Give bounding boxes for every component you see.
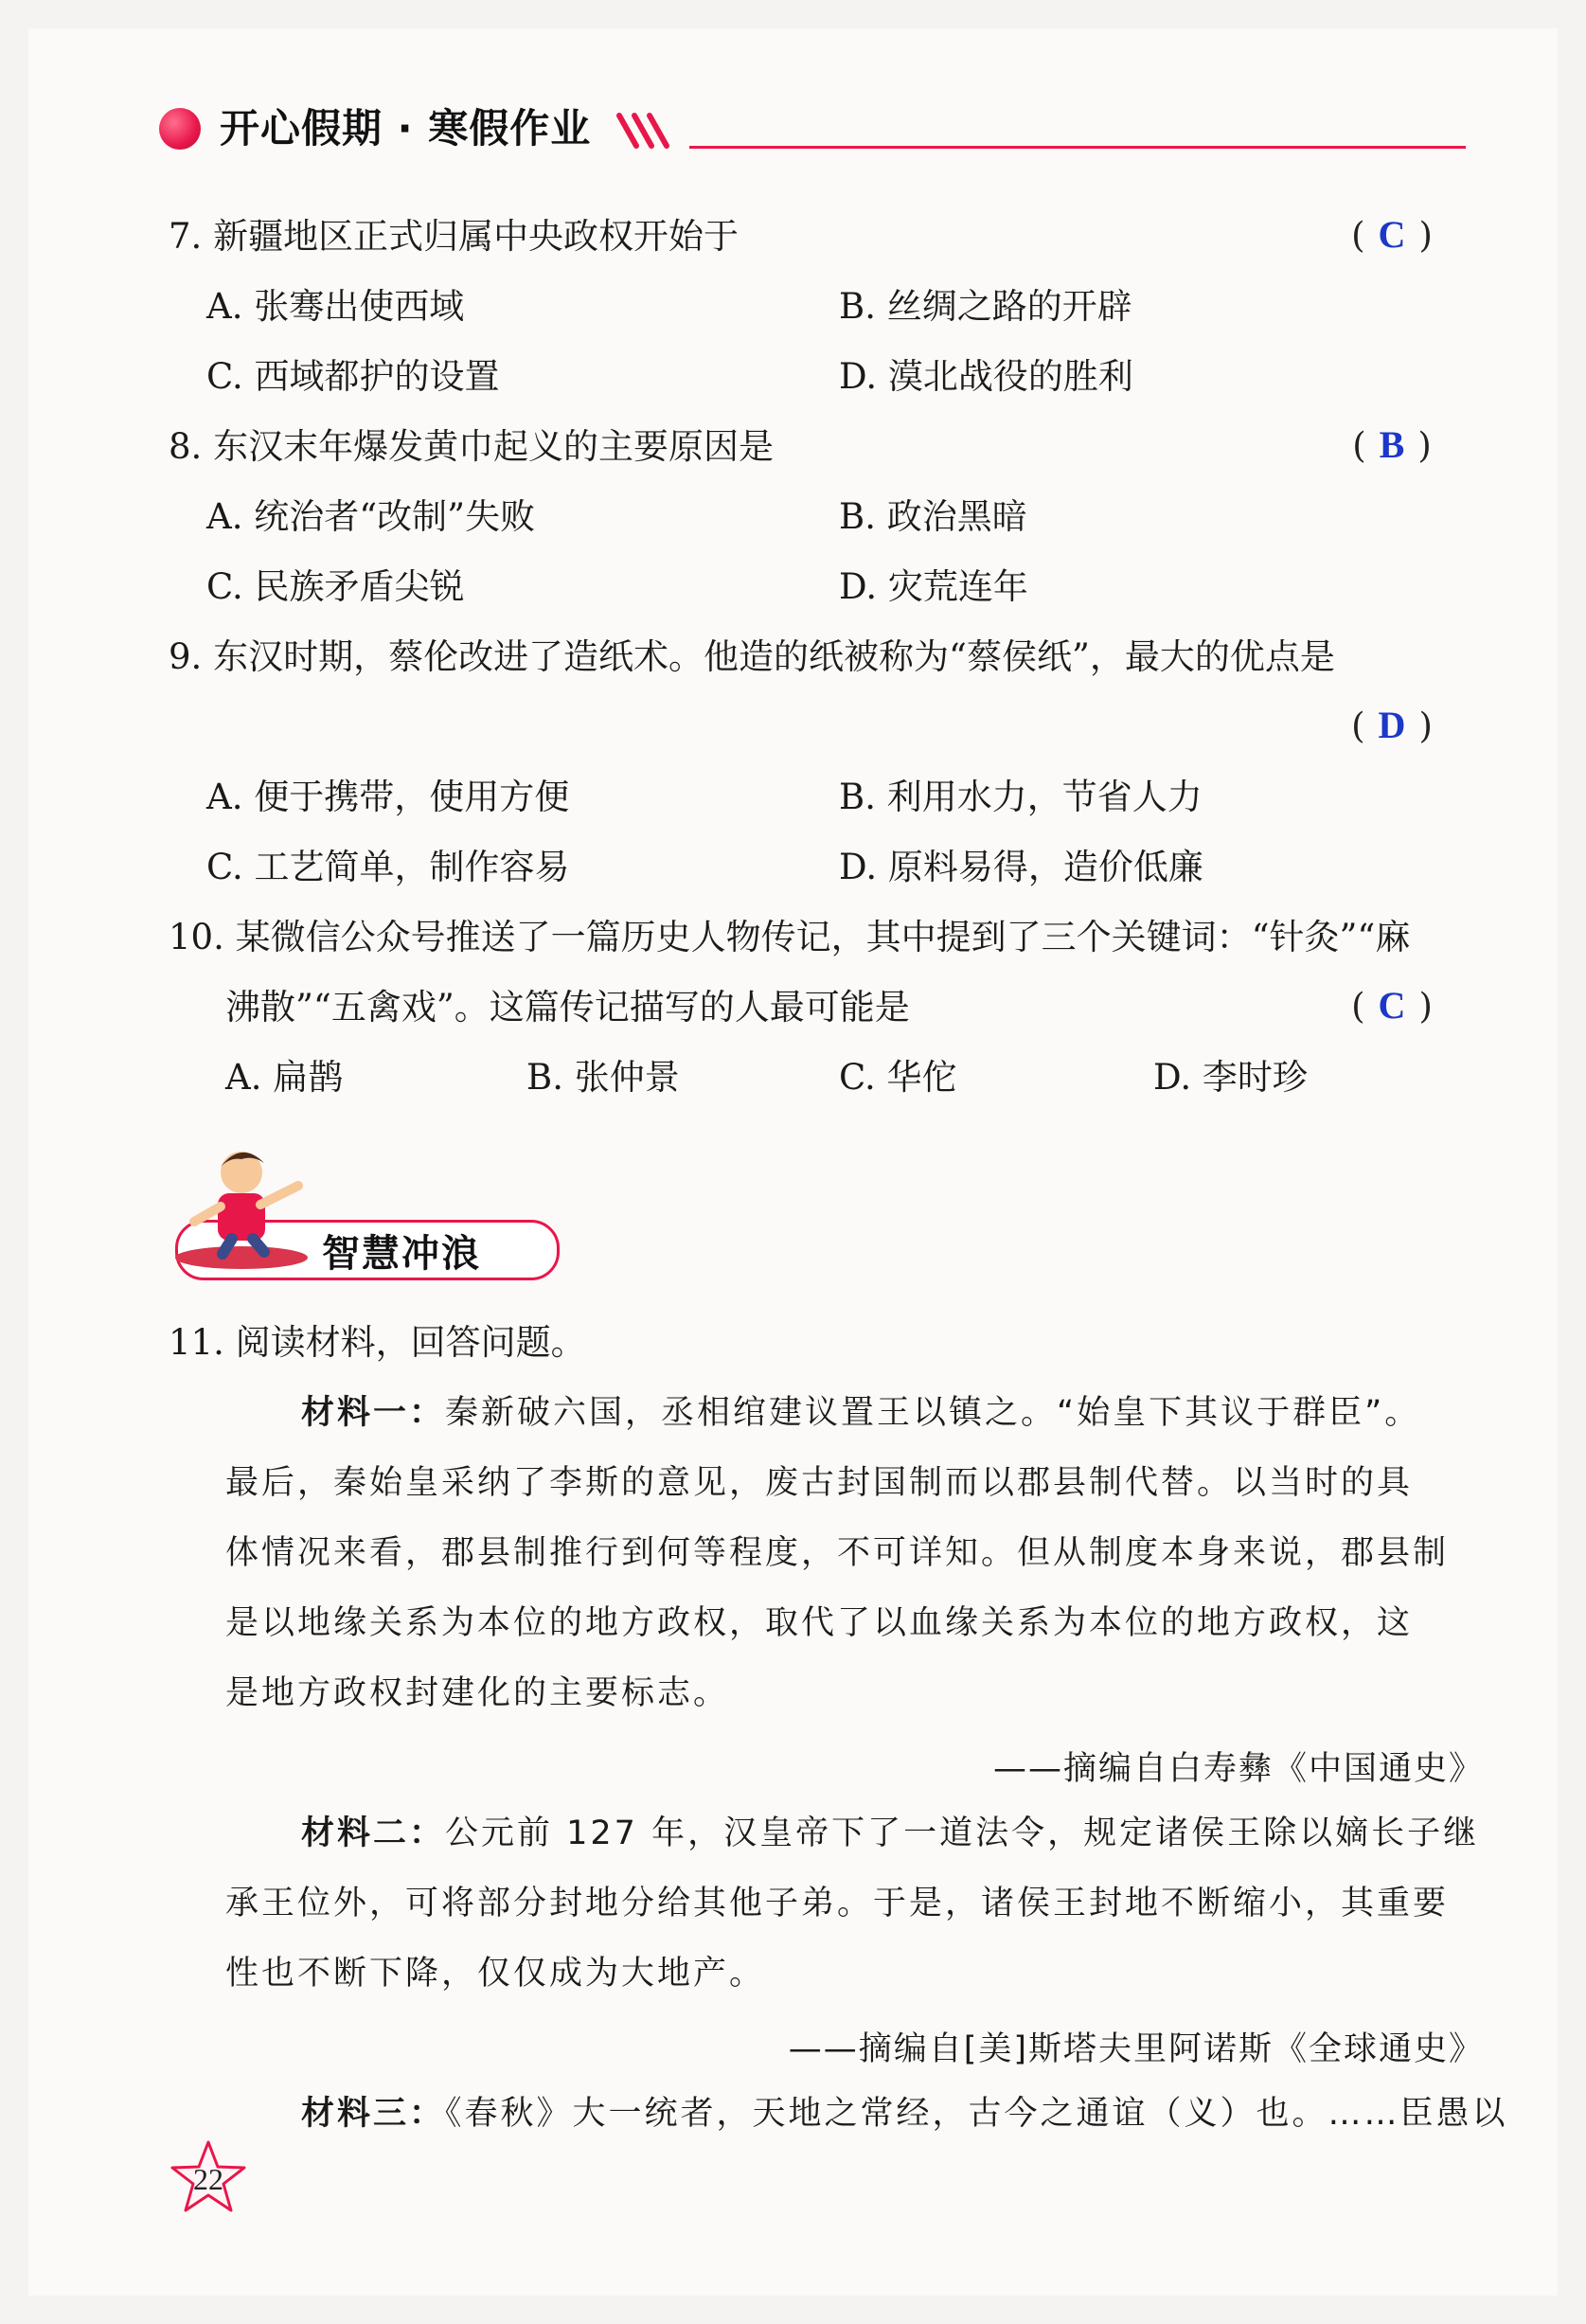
material-1-line-5: 是地方政权封建化的主要标志。 xyxy=(225,1674,730,1712)
option-b: B. 利用水力，节省人力 xyxy=(839,777,1203,817)
material-text: 秦新破六国，丞相绾建议置王以镇之。“始皇下其议于群臣”。 xyxy=(445,1394,1421,1432)
option-a: A. 张骞出使西域 xyxy=(206,286,465,327)
material-1-line-4: 是以地缘关系为本位的地方政权，取代了以血缘关系为本位的地方政权，这 xyxy=(225,1604,1414,1642)
question-10-stem-line1: 10. 某微信公众号推送了一篇历史人物传记，其中提到了三个关键词：“针灸”“麻 xyxy=(169,917,1411,957)
header-rule xyxy=(689,146,1466,149)
option-a: A. 统治者“改制”失败 xyxy=(206,496,536,537)
option-c: C. 工艺简单，制作容易 xyxy=(206,847,570,887)
option-b: B. 政治黑暗 xyxy=(839,496,1027,537)
material-1-label: 材料一： xyxy=(301,1394,446,1432)
material-1-line-2: 最后，秦始皇采纳了李斯的意见，废古封国制而以郡县制代替。以当时的具 xyxy=(225,1464,1414,1502)
question-7-stem: 7. 新疆地区正式归属中央政权开始于 xyxy=(169,216,740,257)
option-d: D. 李时珍 xyxy=(1153,1057,1308,1098)
material-1-line-1 xyxy=(301,1392,1420,1434)
answer-letter: C xyxy=(1378,213,1406,256)
header-title: 开心假期 · 寒假作业 xyxy=(220,105,592,152)
page-number: 22 xyxy=(193,2162,223,2196)
option-b: B. 张仲景 xyxy=(526,1057,680,1098)
section-banner xyxy=(166,1136,563,1278)
material-3-label: 材料三： xyxy=(301,2095,446,2133)
option-c: C. 民族矛盾尖锐 xyxy=(206,566,465,607)
material-text: 《春秋》大一统者，天地之常经，古今之通谊（义）也。……臣愚以 xyxy=(445,2095,1508,2133)
header-dot-icon xyxy=(159,108,201,150)
page-header xyxy=(159,102,1466,159)
question-11-stem: 11. 阅读材料，回答问题。 xyxy=(169,1322,586,1363)
material-1-source: ——摘编自白寿彝《中国通史》 xyxy=(992,1750,1484,1788)
question-9-stem: 9. 东汉时期，蔡伦改进了造纸术。他造的纸被称为“蔡侯纸”，最大的优点是 xyxy=(169,636,1335,677)
answer-letter: C xyxy=(1378,984,1406,1027)
header-slash-icon xyxy=(614,112,680,150)
material-1-line-3: 体情况来看，郡县制推行到何等程度，不可详知。但从制度本身来说，郡县制 xyxy=(225,1534,1450,1572)
answer-letter: B xyxy=(1379,423,1405,466)
material-2-source: ——摘编自[美]斯塔夫里阿诺斯《全球通史》 xyxy=(788,2030,1484,2068)
option-d: D. 漠北战役的胜利 xyxy=(839,356,1133,397)
question-10-answer: ( C ) xyxy=(1351,984,1433,1027)
question-8-answer: ( B ) xyxy=(1352,423,1432,466)
material-2-line-2: 承王位外，可将部分封地分给其他子弟。于是，诸侯王封地不断缩小，其重要 xyxy=(225,1885,1450,1922)
option-c: C. 华佗 xyxy=(839,1057,957,1098)
option-d: D. 原料易得，造价低廉 xyxy=(839,847,1203,887)
material-2-line-1 xyxy=(301,1813,1479,1854)
option-b: B. 丝绸之路的开辟 xyxy=(839,286,1132,327)
material-2-line-3: 性也不断下降，仅仅成为大地产。 xyxy=(225,1955,766,1993)
material-2-label: 材料二： xyxy=(301,1815,446,1852)
option-a: A. 扁鹊 xyxy=(225,1057,344,1098)
material-3-line-1 xyxy=(301,2093,1508,2135)
question-9-answer: ( D ) xyxy=(1351,704,1433,746)
answer-letter: D xyxy=(1378,704,1406,746)
option-c: C. 西域都护的设置 xyxy=(206,356,500,397)
section-title: 智慧冲浪 xyxy=(322,1232,481,1276)
surfing-boy-icon xyxy=(166,1136,327,1278)
option-a: A. 便于携带，使用方便 xyxy=(206,777,570,817)
material-text: 公元前 127 年，汉皇帝下了一道法令，规定诸侯王除以嫡长子继 xyxy=(445,1815,1480,1852)
option-d: D. 灾荒连年 xyxy=(839,566,1028,607)
question-10-stem-line2: 沸散”“五禽戏”。这篇传记描写的人最可能是 xyxy=(225,987,910,1028)
question-7-answer: ( C ) xyxy=(1351,213,1433,256)
question-8-stem: 8. 东汉末年爆发黄巾起义的主要原因是 xyxy=(169,426,775,467)
